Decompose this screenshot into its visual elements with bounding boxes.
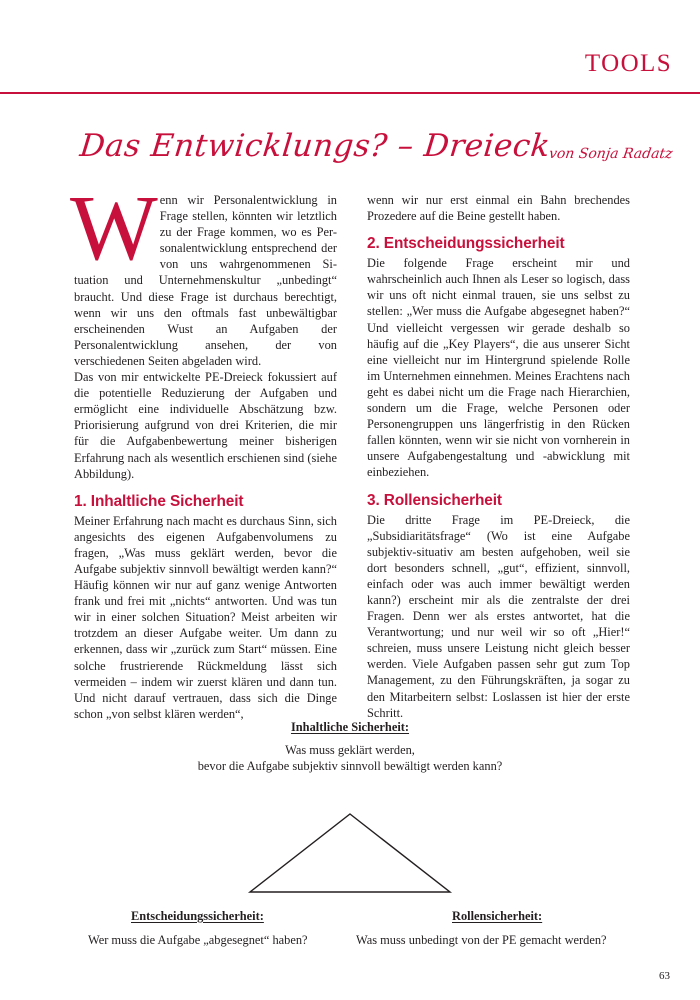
page-title: Das Entwicklungs? – Dreieck xyxy=(78,128,553,164)
section-1-body: Meiner Erfahrung nach macht es durchaus Sinn, sich angesichts des eigenen Aufgabenvolumens zu fragen, „Was muss geklärt werden, bevor die Aufgabe subjektiv sinnvoll bewältigt werden kann?“ Häufig können wir nur auf ganz wenige Antworten frank und frei mit „nichts“ antworten. Und was tun wir in einer solchen Situation? Meist arbeiten wir trotzdem an dieser Aufgabe weiter. Um dann zu erkennen, dass wir „zurück zum Start“ müssen. Eine solche frustrierende Rückmeldung lässt sich vermeiden – indem wir zuerst klären und dann tun. Und nicht darauf vertrauen, dass sich die Dinge schon „von selbst klären werden“, xyxy=(74,513,337,721)
continuation-paragraph: wenn wir nur erst einmal ein Bahn brechendes Prozedere auf die Beine gestellt haben. xyxy=(367,193,630,224)
intro-paragraph xyxy=(70,177,337,369)
section-kicker: TOOLS xyxy=(584,50,672,77)
diagram-bottom-left-title: Entscheidungssicherheit: xyxy=(131,909,264,923)
section-heading-1: 1. Inhaltliche Sicherheit xyxy=(74,492,244,510)
author-byline: von Sonja Radatz xyxy=(547,146,674,162)
drop-cap: W xyxy=(70,177,158,280)
page-number: 63 xyxy=(659,970,670,982)
diagram-bottom-left-question: Wer muss die Aufgabe „abgesegnet“ haben? xyxy=(88,933,308,947)
title-block xyxy=(80,128,672,180)
intro-paragraph-text: enn wir Personalentwicklung in Frage stellen, könnten wir letztlich zu der Frage kommen, wo es Per-sonalentwicklung entsprechend der von uns wahrgenommenen Si-tuation und Unternehmenskultur „unbedingt“ braucht. Und diese Frage ist durchaus berechtigt, wenn wir uns den oftmals fast unbewältigbar erscheinenden Wust an Aufgaben der Personalentwicklung ansehen, der von verschiedenen Seiten abgeladen wird. xyxy=(74,193,337,368)
diagram-apex-question-line1: Was muss geklärt werden, xyxy=(285,743,415,757)
section-heading-2: 2. Entscheidungssicherheit xyxy=(367,235,565,253)
pe-triangle-diagram xyxy=(0,712,700,972)
diagram-apex-question-line2: bevor die Aufgabe subjektiv sinnvoll bewältigt werden kann? xyxy=(197,759,503,773)
paragraph-2: Das von mir entwickelte PE-Dreieck fokussiert auf die potentielle Reduzierung der Aufgaben und ermöglicht eine individuelle Abschätzung bzw. Priorisierung aufgrund von drei Kriterien, die mir für die Aufgabenbewertung meiner bisherigen Erfahrung nach als wesentlich erschienen sind (siehe Abbildung). xyxy=(74,370,337,481)
section-2-body: Die folgende Frage erscheint mir und wahrscheinlich auch Ihnen als Leser so logisch, dass wir uns oft nicht einmal trauen, sie uns selbst zu stellen: „Wer muss die Aufgabe abgesegnet haben?“ Und vielleicht vergessen wir gerade deshalb so häufig auf die „Key Players“, die aus unserer Sicht eine vielleicht nur im Hintergrund spielende Rolle im Unternehmen einnehmen. Meines Erachtens nach geht es dabei nicht um die Frage nach Hierarchien, sondern um die Frage, welche Personen oder Personengruppen uns längerfristig in den Rücken fallen könnten, wenn wir sie nicht von vornherein in unsere Aufgabengestaltung und -abwicklung mit einbeziehen. xyxy=(367,256,630,480)
diagram-apex-title: Inhaltliche Sicherheit: xyxy=(290,720,410,734)
column-right xyxy=(367,192,630,722)
section-3-body: Die dritte Frage im PE-Dreieck, die „Subsidiaritätsfrage“ (Wo ist eine Aufgabe subjektiv-situativ am besten aufgehoben, weil sie dort besonders schnell, „gut“, effizient, sinnvoll, einfach oder was auch immer bewältigt werden kann?) erscheint mir als die zentralste der drei Fragen. Denn wer als erstes antwortet, hat die Verantwortung; und nur weil wir so oft „Hier!“ schreien, muss unsere Leistung nicht gleich besser werden. Viele Aufgaben passen sehr gut zum Top Management, zu den Führungskräften, ja sogar zu den Mitarbeitern selbst: Loslassen ist hier der erste Schritt. xyxy=(367,512,630,720)
triangle-shape-wrap xyxy=(0,802,700,902)
diagram-bottom-right-title: Rollensicherheit: xyxy=(452,909,543,923)
article-body xyxy=(70,177,630,722)
header-divider xyxy=(0,92,700,94)
triangle-icon xyxy=(0,802,700,902)
column-left xyxy=(70,177,337,722)
section-heading-3: 3. Rollensicherheit xyxy=(367,491,502,509)
diagram-bottom-right-question: Was muss unbedingt von der PE gemacht werden? xyxy=(356,933,607,947)
